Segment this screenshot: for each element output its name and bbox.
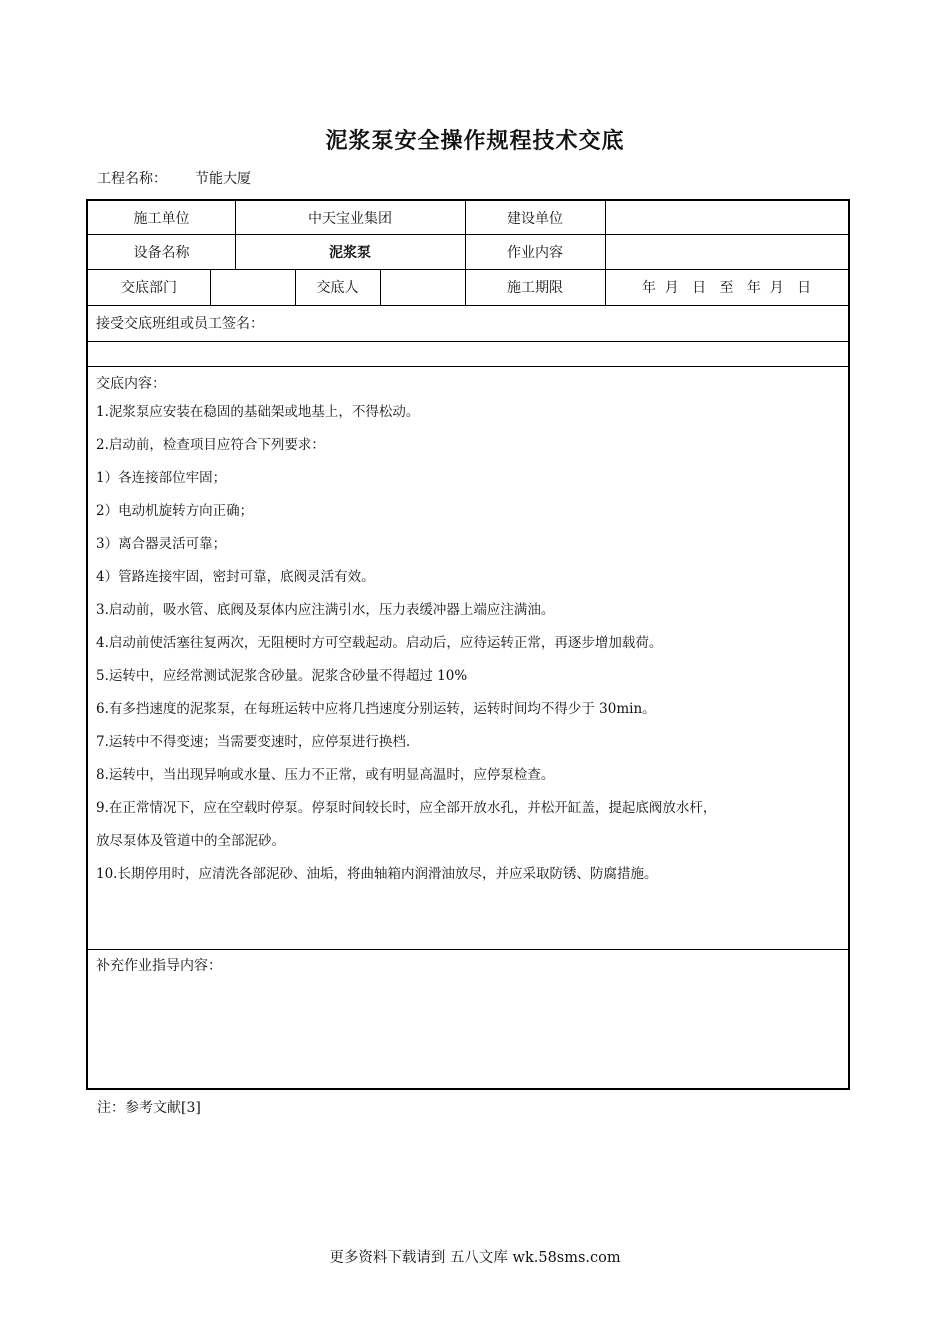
page-title: 泥浆泵安全操作规程技术交底 [325,129,625,154]
period-value: 年 月 日 至 年 月 日 [641,280,812,296]
builder-unit-value [605,201,848,234]
content-line: 9.在正常情况下，应在空载时停泵。停泵时间较长时，应全部开放水孔，并松开缸盖，提起底阀放水杆， [96,800,717,816]
disclosure-table [86,199,850,1090]
content-line: 7.运转中不得变速；当需要变速时，应停泵进行换档. [96,734,411,750]
content-line: 4）管路连接牢固，密封可靠，底阀灵活有效。 [96,569,375,585]
construction-unit-value: 中天宝业集团 [308,210,392,227]
person-value [380,269,465,305]
content-line: 2）电动机旋转方向正确； [96,503,254,519]
dept-label: 交底部门 [121,280,177,296]
content-line: 4.启动前使活塞往复两次，无阻梗时方可空载起动。启动后，应待运转正常，再逐步增加载荷。 [96,635,663,651]
supplement-label: 补充作业指导内容： [96,958,222,974]
content-line: 1.泥浆泵应安装在稳固的基础架或地基上，不得松动。 [96,404,420,420]
construction-unit-label: 施工单位 [133,210,190,227]
project-name [97,168,251,188]
content-line: 6.有多挡速度的泥浆泵，在每班运转中应将几挡速度分别运转，运转时间均不得少于 30min。 [96,701,656,717]
equipment-label: 设备名称 [133,244,190,261]
period-label: 施工期限 [507,280,563,296]
work-content-value [605,234,848,269]
content-line: 1）各连接部位牢固； [96,470,227,486]
content-label: 交底内容： [96,376,166,392]
content-line: 3.启动前，吸水管、底阀及泵体内应注满引水，压力表缓冲器上端应注满油。 [96,602,555,618]
footnote: 注：参考文献[3] [97,1100,201,1116]
project-name-value: 节能大厦 [195,171,251,187]
builder-unit-label: 建设单位 [507,210,563,227]
signature-label: 接受交底班组或员工签名： [96,316,264,332]
work-content-label: 作业内容 [507,244,563,261]
equipment-value: 泥浆泵 [329,244,371,261]
project-name-label: 工程名称： [97,171,167,187]
person-label: 交底人 [316,280,359,296]
content-line: 5.运转中，应经常测试泥浆含砂量。泥浆含砂量不得超过 10% [96,668,468,684]
footer-link[interactable]: 更多资料下载请到 五八文库 wk.58sms.com [329,1250,621,1266]
content-line: 放尽泵体及管道中的全部泥砂。 [96,833,285,849]
content-line: 3）离合器灵活可靠； [96,536,227,552]
dept-value [210,269,295,305]
content-line: 2.启动前，检查项目应符合下列要求： [96,437,325,453]
content-list [96,402,844,897]
content-line: 8.运转中，当出现异响或水量、压力不正常，或有明显高温时，应停泵检查。 [96,767,555,783]
content-line: 10.长期停用时，应清洗各部泥砂、油垢，将曲轴箱内润滑油放尽，并应采取防锈、防腐措施。 [96,866,658,882]
